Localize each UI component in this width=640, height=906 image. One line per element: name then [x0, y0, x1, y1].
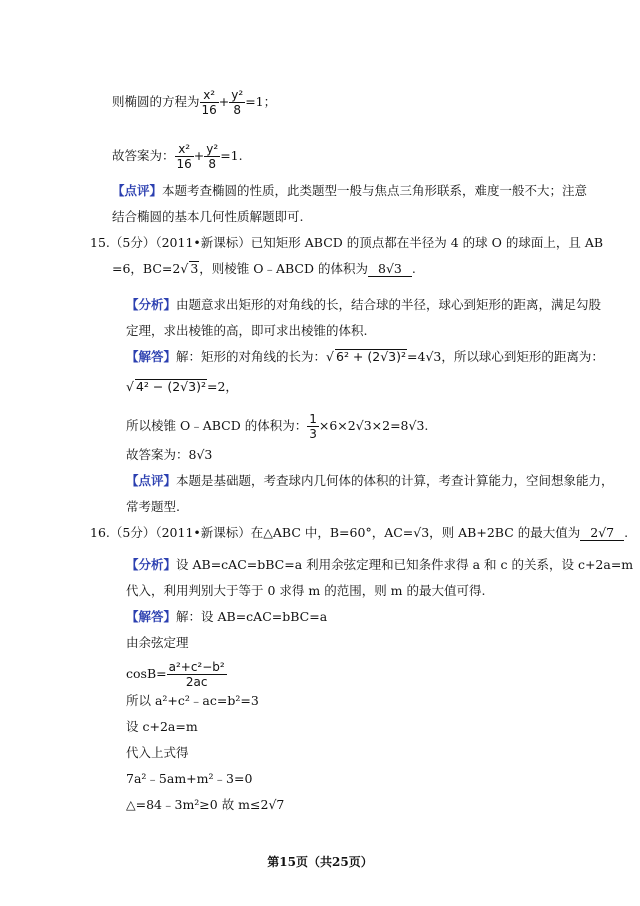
answer-blank-15: 8√3 [368, 261, 412, 277]
fraction-x-2: $\frac{\text{x²}}{16}$ [176, 142, 192, 171]
solution-16-line8: △=84﹣3m²≥0 故 m≤2√7 [126, 797, 285, 812]
problem-15-line2: =6，BC=2√ 3，则棱锥 O﹣ABCD 的体积为 8√3 . [112, 261, 416, 276]
solution-15-line3: 所以棱锥 O﹣ABCD 的体积为： $\frac{1}{3}$ ×6×2√3×2=8√3. [126, 412, 429, 441]
sqrt-sign: √ [180, 261, 189, 276]
answer-line-14: 故答案为： $\frac{\text{x²}}{16}$ + $\frac{\text{y²}}{8}$ =1. [112, 142, 243, 171]
answer-blank-16: 2√7 [580, 525, 624, 541]
comment-14-line2: 结合椭圆的基本几何性质解题即可. [112, 209, 304, 224]
fraction-cosine-law: $\frac{\text{a²+c²−b²}}{2ac}$ [168, 660, 225, 689]
solution-16-line4: 所以 a²+c²﹣ac=b²=3 [126, 693, 259, 708]
page-footer: 第15页（共25页） [267, 855, 373, 869]
comment-15-line1: 【点评】本题是基础题，考查球内几何体的体积的计算，考查计算能力，空间想象能力， [126, 473, 614, 488]
fraction-y-2: $\frac{\text{y²}}{8}$ [206, 142, 219, 171]
analysis-16-line1: 【分析】设 AB=cAC=bBC=a 利用余弦定理和已知条件求得 a 和 c 的关系，设 c+2a=m [126, 557, 634, 572]
fraction-one-third: $\frac{1}{3}$ [309, 412, 317, 441]
fraction-x: $\frac{\text{x²}}{16}$ [201, 88, 217, 117]
solution-15-line1: 【解答】解：矩形的对角线的长为：√ 6² + (2√3)²=4√3，所以球心到矩形的距离为： [126, 349, 604, 364]
ellipse-equation-line: 则椭圆的方程为 $\frac{\text{x²}}{16}$ + $\frac{\text{y²}}{8}$ =1； [112, 88, 277, 117]
solution-16-line6: 代入上式得 [126, 745, 189, 760]
fraction-y: $\frac{\text{y²}}{8}$ [231, 88, 244, 117]
comment-14-line1: 【点评】本题考查椭圆的性质，此类题型一般与焦点三角形联系，难度一般不大；注意 [112, 183, 588, 198]
comment-15-line2: 常考题型. [126, 499, 180, 514]
solution-16-line2: 由余弦定理 [126, 635, 189, 650]
solution-16-line3: cosB= $\frac{\text{a²+c²−b²}}{2ac}$ [126, 660, 225, 689]
analysis-15-line2: 定理，求出棱锥的高，即可求出棱锥的体积. [126, 323, 368, 338]
problem-16-line1: 16.（5分）（2011•新课标）在△ABC 中，B=60°，AC=√3，则 AB+2BC 的最大值为 2√7 . [90, 525, 629, 540]
analysis-15-line1: 【分析】由题意求出矩形的对角线的长，结合球的半径，球心到矩形的距离，满足勾股 [126, 297, 602, 312]
solution-16-line1: 【解答】解：设 AB=cAC=bBC=a [126, 609, 328, 624]
solution-16-line7: 7a²﹣5am+m²﹣3=0 [126, 771, 253, 786]
solution-16-line5: 设 c+2a=m [126, 719, 198, 734]
answer-line-15: 故答案为：8√3 [126, 447, 213, 462]
solution-15-line2: √ 4² − (2√3)²=2， [126, 379, 238, 394]
analysis-16-line2: 代入，利用判别大于等于 0 求得 m 的范围，则 m 的最大值可得. [126, 583, 486, 598]
problem-15-line1: 15.（5分）（2011•新课标）已知矩形 ABCD 的顶点都在半径为 4 的球 O 的球面上，且 AB [90, 235, 604, 250]
